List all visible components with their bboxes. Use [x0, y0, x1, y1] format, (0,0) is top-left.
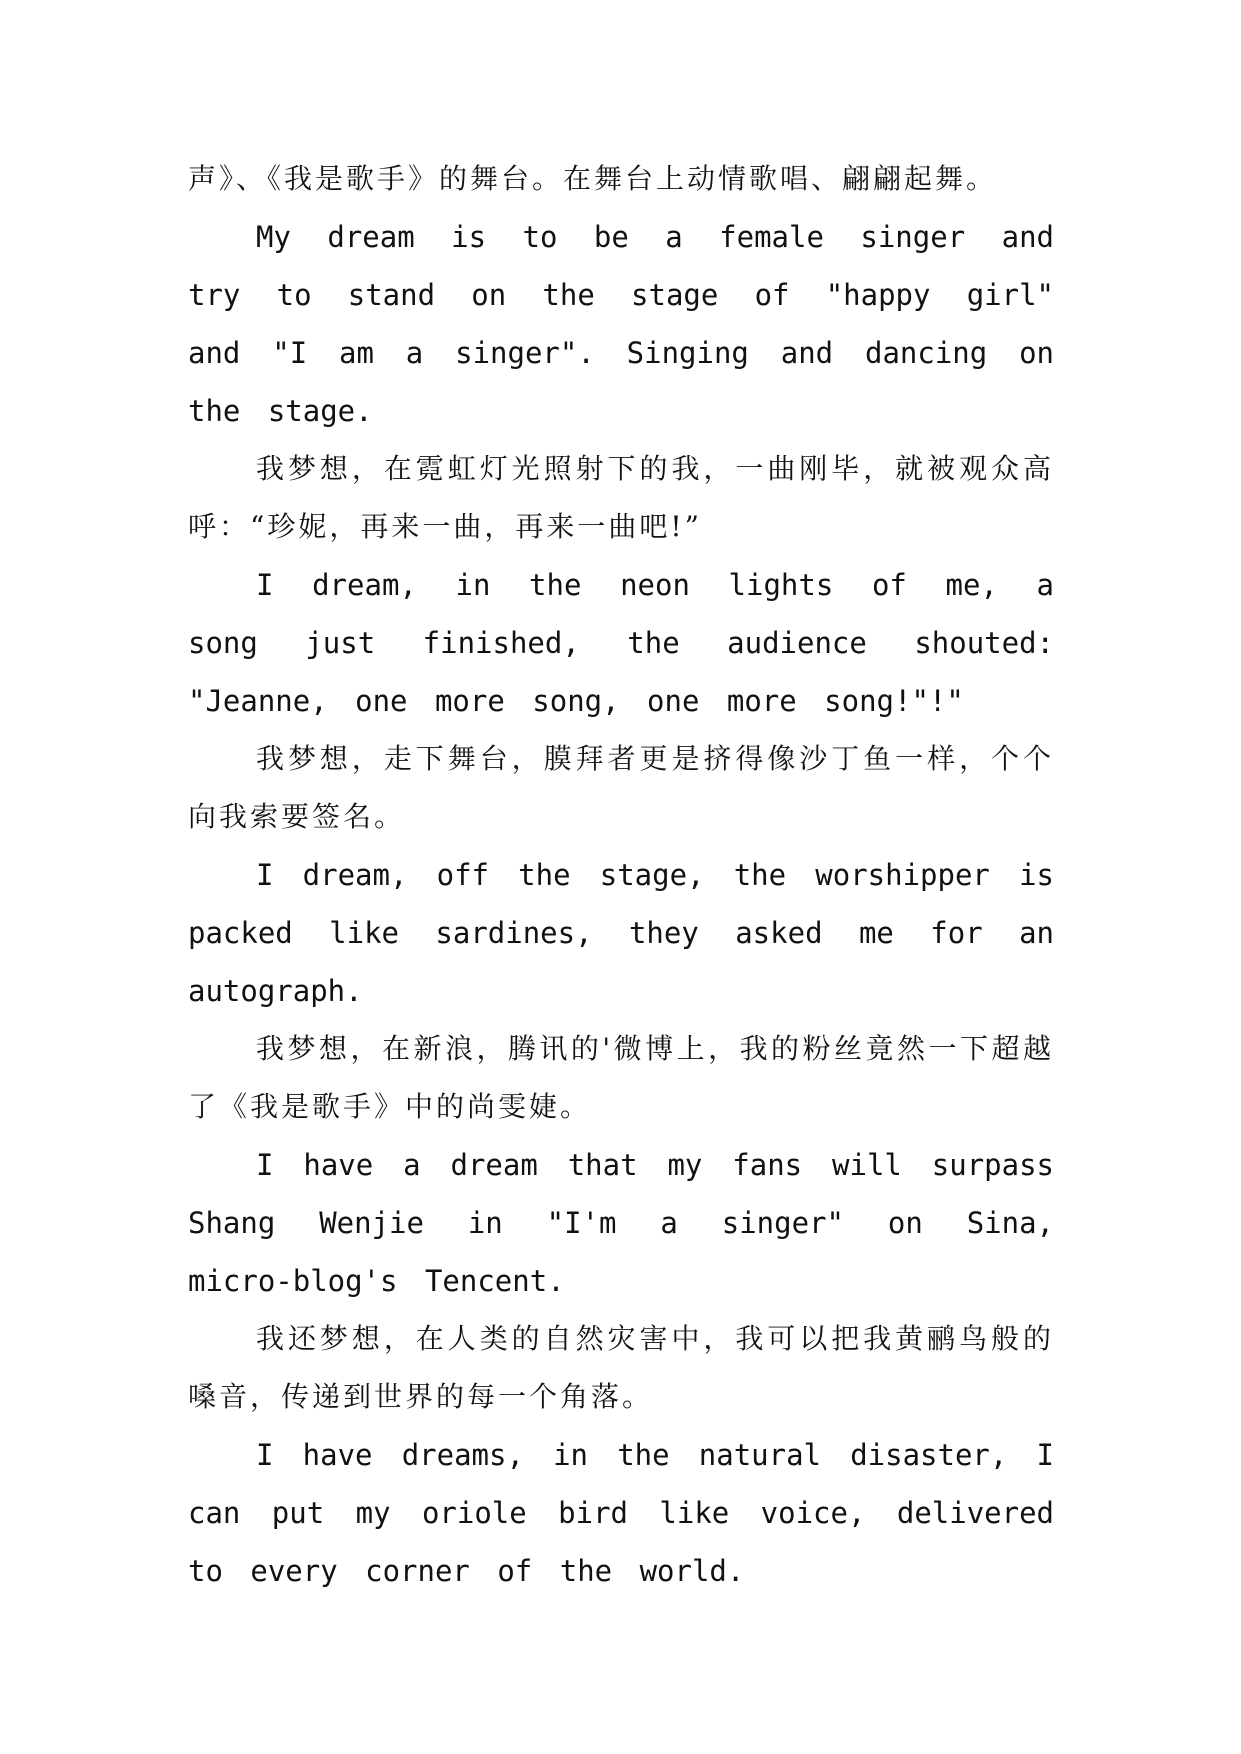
paragraph-zh-neon-lights: 我梦想，在霓虹灯光照射下的我，一曲刚毕，就被观众高呼：“珍妮，再来一曲，再来一曲吧!” [188, 452, 1054, 543]
paragraph-en-neon-lights: I dream, in the neon lights of me, a song just finished, the audience shouted: "Jeanne, one more song, one more song!"!" [188, 568, 1054, 718]
paragraph-zh-weibo-fans: 我梦想，在新浪，腾讯的'微博上，我的粉丝竟然一下超越了《我是歌手》中的尚雯婕。 [188, 1032, 1054, 1123]
paragraph-zh-oriole-voice: 我还梦想，在人类的自然灾害中，我可以把我黄鹂鸟般的嗓音，传递到世界的每一个角落。 [188, 1322, 1054, 1413]
paragraph-en-female-singer: My dream is to be a female singer and try to stand on the stage of "happy girl" and "I am a singer". Singing and dancing on the stage. [188, 220, 1054, 428]
paragraph-zh-autograph: 我梦想，走下舞台，膜拜者更是挤得像沙丁鱼一样，个个向我索要签名。 [188, 742, 1054, 833]
paragraph-en-autograph: I dream, off the stage, the worshipper is packed like sardines, they asked me for an autograph. [188, 858, 1054, 1008]
paragraph-en-oriole-voice: I have dreams, in the natural disaster, I can put my oriole bird like voice, delivered to every corner of the world. [188, 1438, 1054, 1588]
document-page [188, 150, 1054, 1600]
paragraph-zh-stage-dance: 声》、《我是歌手》的舞台。在舞台上动情歌唱、翩翩起舞。 [188, 162, 998, 195]
paragraph-en-weibo-fans: I have a dream that my fans will surpass Shang Wenjie in "I'm a singer" on Sina, micro-blog's Tencent. [188, 1148, 1054, 1298]
